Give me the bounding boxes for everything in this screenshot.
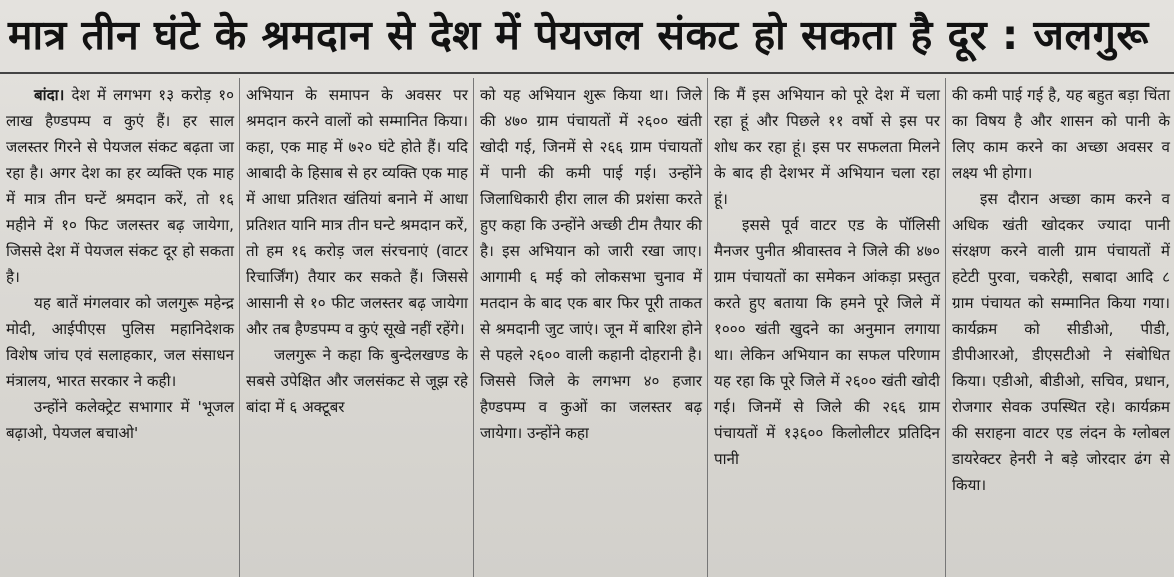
- dateline: बांदा।: [34, 86, 65, 104]
- paragraph: इस दौरान अच्छा काम करने व अधिक खंती खोदकर ज्यादा पानी संरक्षण करने वाली ग्राम पंचायतों में हटेटी पुरवा, चकरेही, सबादा आदि ८ ग्राम पंचायत को सम्मानित किया गया। कार्यक्रम को सीडीओ, पीडी, डीपीआरओ, डीएसटीओ ने संबोधित किया। एडीओ, बीडीओ, सचिव, प्रधान, रोजगार सेवक उपस्थित रहे। कार्यक्रम की सराहना वाटर एड लंदन के ग्लोबल डायरेक्टर हेनरी ने बड़े जोरदार ढंग से किया।: [952, 190, 1170, 494]
- paragraph: अभियान के समापन के अवसर पर श्रमदान करने वालों को सम्मानित किया। कहा, एक माह में ७२० घंटे होते हैं। यदि आबादी के हिसाब से हर व्यक्ति एक माह में आधा प्रतिशत खंतियां बनाने में आधा प्रतिशत यानि मात्र तीन घन्टे श्रमदान करें, तो हम १६ करोड़ जल संरचनाएं (वाटर रिचार्जिंग) तैयार कर सकते हैं। जिससे आसानी से १० फीट जलस्तर बढ़ जायेगा और तब हैण्डपम्प व कुएं सूखे नहीं रहेंगे।: [246, 86, 468, 338]
- article-body: [0, 78, 1174, 577]
- article-column-2: [240, 78, 472, 577]
- paragraph: इससे पूर्व वाटर एड के पॉलिसी मैनजर पुनीत श्रीवास्तव ने जिले की ४७० ग्राम पंचायतों का समेकन आंकड़ा प्रस्तुत करते हुए बताया कि हमने पूरे जिले में १००० खंती खुदने का अनुमान लगाया था। लेकिन अभियान का सफल परिणाम यह रहा कि पूरे जिले में २६०० खंती खोदी गई। जिनमें से जिले की २६६ ग्राम पंचायतों में १३६०० किलोलीटर प्रतिदिन पानी: [714, 216, 940, 468]
- paragraph: यह बातें मंगलवार को जलगुरू महेन्द्र मोदी, आईपीएस पुलिस महानिदेशक विशेष जांच एवं सलाहकार, जल संसाधन मंत्रालय, भारत सरकार ने कही।: [6, 294, 234, 390]
- article-column-3: [474, 78, 706, 577]
- paragraph: उन्होंने कलेक्ट्रेट सभागार में 'भूजल बढ़ाओ, पेयजल बचाओ': [6, 398, 234, 442]
- article-column-4: [708, 78, 944, 577]
- paragraph-text: देश में लगभग १३ करोड़ १० लाख हैण्डपम्प व कुएं हैं। हर साल जलस्तर गिरने से पेयजल संकट बढ़ता जा रहा है। अगर देश का हर व्यक्ति एक माह में मात्र तीन घन्टें श्रमदान करें, तो १६ महीने में १० फिट जलस्तर बढ़ जायेगा, जिससे देश में पेयजल संकट दूर हो सकता है।: [6, 86, 234, 286]
- article-column-1: [0, 78, 238, 577]
- paragraph: कि मैं इस अभियान को पूरे देश में चला रहा हूं और पिछले ११ वर्षो से इस पर शोध कर रहा हूं। इस पर सफलता मिलने के बाद ही देशभर में अभियान चला रहा हूं।: [714, 86, 940, 208]
- article-column-5: [946, 78, 1174, 577]
- paragraph: जलगुरू ने कहा कि बुन्देलखण्ड के सबसे उपेक्षित और जलसंकट से जूझ रहे बांदा में ६ अक्टूबर: [246, 346, 468, 416]
- paragraph: की कमी पाई गई है, यह बहुत बड़ा चिंता का विषय है और शासन को पानी के लिए काम करने का अच्छा अवसर व लक्ष्य भी होगा।: [952, 86, 1170, 182]
- headline: मात्र तीन घंटे के श्रमदान से देश में पेयजल संकट हो सकता है दूर : जलगुरू: [0, 0, 1174, 74]
- paragraph: को यह अभियान शुरू किया था। जिले की ४७० ग्राम पंचायतों में २६०० खंती खोदी गई, जिनमें से २६६ ग्राम पंचायतों में पानी की कमी पाई गई। उन्होंने जिलाधिकारी हीरा लाल की प्रशंसा करते हुए कहा कि उन्होंने अच्छी टीम तैयार की है। इस अभियान को जारी रखा जाए। आगामी ६ मई को लोकसभा चुनाव में मतदान के बाद एक बार फिर पूरी ताकत से श्रमदानी जुट जाएं। जून में बारिश होने से पहले २६०० वाली कहानी दोहरानी है। जिससे जिले के लगभग ४० हजार हैण्डपम्प व कुओं का जलस्तर बढ़ जायेगा। उन्होंने कहा: [480, 86, 702, 442]
- paragraph: [6, 82, 234, 290]
